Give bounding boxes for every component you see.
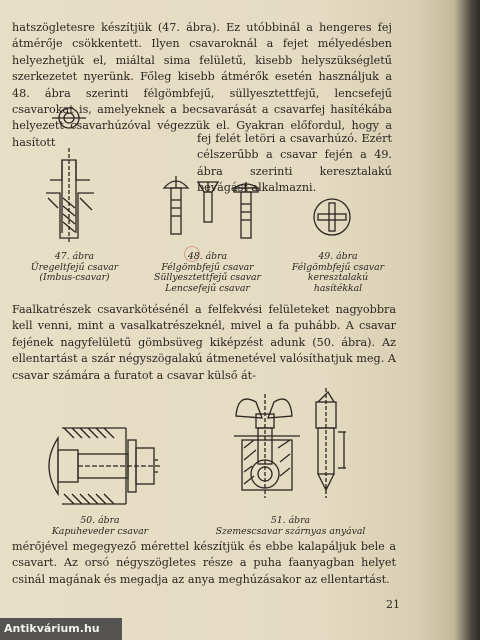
figure-47-hex-socket-screw [38, 98, 108, 248]
figure-49-number: 49. ábra [318, 251, 358, 262]
figure-47-caption [22, 252, 127, 284]
figure-48-line-2: Süllyesztettfejű csavar [154, 272, 261, 283]
figure-48-line-1: Félgömbfejű csavar [161, 261, 254, 273]
figure-47-number: 47. ábra [54, 251, 95, 262]
paragraph-3: mérőjével megegyező mérettel készítjük és ebbe kalapáljuk bele a csavart. Az orsó négyszögletes része a puha faanyagban helyet csinál magának és megadja az anya meghúzásakor az ellentartást. [12, 540, 396, 586]
paragraph-1: hatszögletesre készítjük (47. ábra). Ez utóbbinál a hengeres fej átmérője csökkentett. Ilyen csavaroknál a fejet mélyedésben helyezhetjük el, miáltal sima felületű, kisebb helyszükségletű szerkezetet nyerünk. Főleg kisebb átmérők esetén használjuk a 48. ábra szerinti félgömbfejű, süllyesztettfejű, lencsefejű csavarokat is, amelyeknek a becsavarását a csavarfej hasítékába helyezett csavarhúzóval végezzük el. Gyakran előfordul, hogy a hasított [12, 21, 392, 149]
book-spine [452, 0, 480, 640]
figure-51-title: Szemescsavar szárnyas anyával [215, 525, 366, 537]
figure-48-number: 48. ábra [187, 251, 228, 262]
figure-51-caption [208, 516, 373, 537]
figure-51-number: 51. ábra [270, 515, 311, 526]
figure-47-subtitle: (Imbus-csavar) [39, 272, 110, 283]
figure-50-title: Kapuheveder csavar [51, 525, 149, 537]
figure-47-title: Üregeltfejű csavar [30, 261, 119, 273]
figure-51-eye-bolt-wing-nut [230, 388, 360, 513]
figure-49-line-2: keresztalakú hasítékkal [307, 272, 369, 294]
figure-49-line-1: Félgömbfejű csavar [291, 261, 385, 273]
watermark-label: Antikvárium.hu [0, 618, 122, 640]
figure-49-caption [283, 252, 393, 294]
figure-48-caption [145, 252, 270, 294]
figure-49-cross-slot-screw [310, 195, 360, 245]
figure-50-caption [40, 516, 160, 537]
figure-50-carriage-bolt [38, 420, 168, 512]
paragraph-1-continued: fej felét letöri a csavarhúzó. Ezért célszerűbb a csavar fején a 49. ábra szerinti keresztalakú bevágást alkalmazni. [197, 132, 392, 195]
page-number: 21 [386, 598, 400, 611]
paragraph-2: Faalkatrészek csavarkötésénél a felfekvési felületeket nagyobbra kell venni, mint a vasalkatrészeknél, mivel a fa puhább. A csavar fejének nagyfelületű gömbsüveg kiképzést adunk (50. ábra). Az ellentartást a szár négyszögalakú átmenetével valósíthatjuk meg. A csavar számára a furatot a csavar külső át- [12, 303, 396, 382]
figure-50-number: 50. ábra [80, 515, 120, 526]
figure-48-line-3: Lencsefejű csavar [165, 282, 250, 294]
